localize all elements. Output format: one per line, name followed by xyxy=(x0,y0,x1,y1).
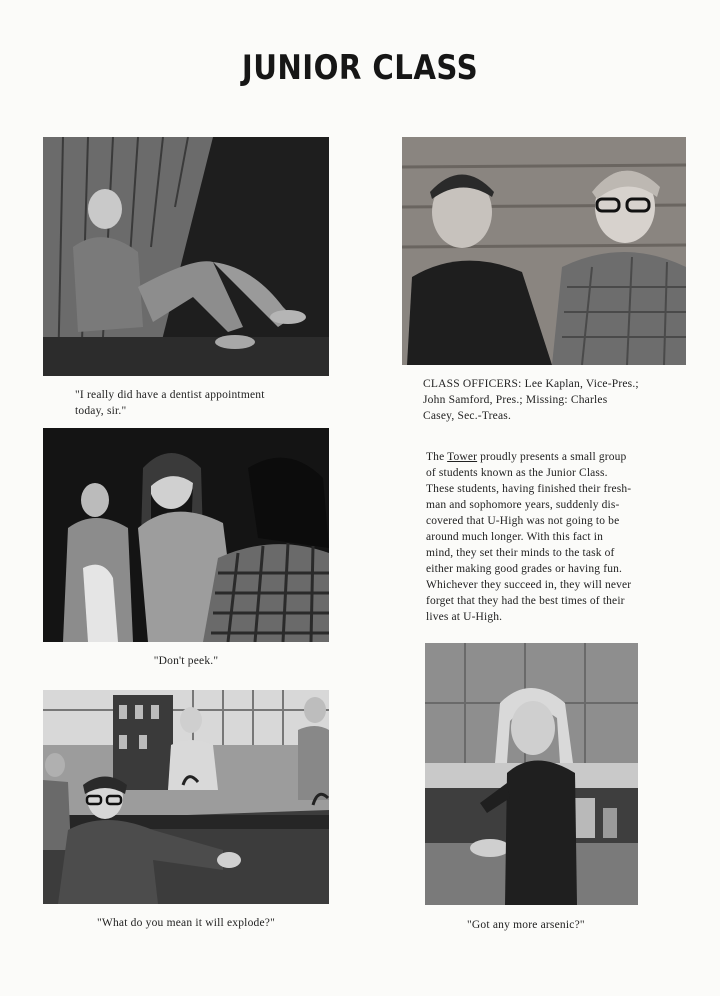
officers-caption-line3: Casey, Sec.-Treas. xyxy=(423,410,512,422)
tower-title: Tower xyxy=(447,451,478,463)
paragraph-line-4: man and sophomore years, suddenly dis- xyxy=(426,499,620,511)
officers-photo xyxy=(402,137,686,365)
locker-caption-line1: "I really did have a dentist appointment xyxy=(75,389,265,401)
girls-caption: "Don't peek." xyxy=(153,655,219,667)
locker-photo xyxy=(43,137,329,376)
locker-caption-line2: today, sir." xyxy=(75,405,127,417)
paragraph-line-2: of students known as the Junior Class. xyxy=(426,467,608,479)
kitchen-photo xyxy=(425,643,638,905)
paragraph-line-10: forget that they had the best times of their xyxy=(426,595,625,607)
girls-photo xyxy=(43,428,329,642)
intro-paragraph xyxy=(426,449,676,625)
paragraph-line-6: around much longer. With this fact in xyxy=(426,531,604,543)
paragraph-line-5: covered that U-High was not going to be xyxy=(426,515,620,527)
officers-caption-line2: John Samford, Pres.; Missing: Charles xyxy=(423,394,608,406)
paragraph-line-7: mind, they set their minds to the task of xyxy=(426,547,615,559)
paragraph-prefix: The xyxy=(426,451,448,463)
paragraph-suffix: proudly presents a small group xyxy=(477,451,627,463)
paragraph-line-11: lives at U-High. xyxy=(426,611,503,623)
officers-caption xyxy=(423,376,693,424)
page-title: JUNIOR CLASS xyxy=(241,48,479,88)
locker-caption xyxy=(75,387,335,419)
paragraph-line-8: either making good grades or having fun. xyxy=(426,563,623,575)
lab-photo xyxy=(43,690,329,904)
lab-caption: "What do you mean it will explode?" xyxy=(97,917,275,929)
paragraph-line-3: These students, having finished their fresh- xyxy=(426,483,632,495)
paragraph-line-1 xyxy=(426,449,676,465)
kitchen-caption: "Got any more arsenic?" xyxy=(467,919,585,931)
officers-caption-line1: CLASS OFFICERS: Lee Kaplan, Vice-Pres.; xyxy=(423,378,639,390)
paragraph-line-9: Whichever they succeed in, they will never xyxy=(426,579,632,591)
